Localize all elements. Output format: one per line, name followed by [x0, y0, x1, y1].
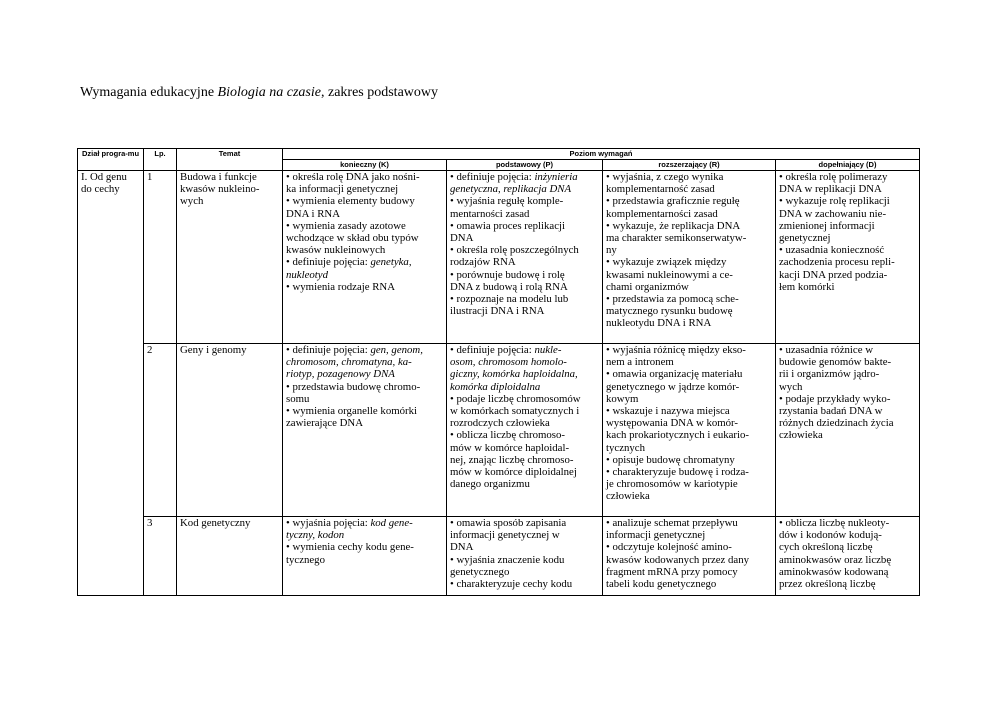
text-segment: • określa rolę poszczególnych [450, 244, 579, 257]
cell-line [450, 269, 599, 281]
text-segment: genetycznego w jądrze komór- [606, 380, 740, 393]
text-segment: kowym [606, 392, 639, 405]
cell-line [606, 578, 772, 590]
level-k-cell [283, 171, 447, 344]
cell-line [450, 368, 599, 380]
level-p-cell [447, 517, 603, 596]
cell-line [606, 566, 772, 578]
cell-line [606, 417, 772, 429]
cell-line [606, 529, 772, 541]
text-segment: • charakteryzuje cechy kodu [450, 578, 573, 591]
term-italic: chromosom, chromatyna, ka- [286, 356, 412, 369]
cell-line [450, 232, 599, 244]
cell-line [450, 466, 599, 478]
cell-line [450, 442, 599, 454]
text-segment: aminokwasów kodowaną [779, 565, 889, 578]
cell-line [779, 256, 916, 268]
header-level-group: Poziom wymagań [283, 149, 920, 160]
cell-line [286, 417, 443, 429]
cell-line [779, 368, 916, 380]
text-segment: nukleotydu DNA i RNA [606, 317, 712, 330]
cell-line [450, 566, 599, 578]
cell-line: kwasów nukleino- [180, 183, 260, 196]
text-segment: • odczytuje kolejność amino- [606, 541, 732, 554]
text-segment: • oblicza liczbę nukleoty- [779, 517, 890, 529]
level-d-cell [776, 344, 920, 517]
text-segment: informacji genetycznej [606, 529, 706, 542]
text-segment: fragment mRNA przy pomocy [606, 565, 738, 578]
cell-line [450, 256, 599, 268]
text-segment: • wyjaśnia pojęcia: [286, 517, 371, 529]
level-r-cell [603, 344, 776, 517]
term-italic: inżynieria [534, 171, 578, 183]
text-segment: • porównuje budowę i rolę [450, 268, 565, 281]
cell-line [606, 381, 772, 393]
term-italic: genetyczna [450, 183, 498, 196]
cell-line [606, 293, 772, 305]
cell-line [450, 429, 599, 441]
section-cell [78, 171, 144, 596]
cell-line [779, 381, 916, 393]
cell-line [286, 344, 443, 356]
text-segment: • definiuje pojęcia: [286, 344, 371, 356]
cell-line [779, 393, 916, 405]
text-segment: kwasów kodowanych przez dany [606, 553, 750, 566]
term-italic: replikacja DNA [503, 183, 572, 196]
text-segment: zachodzenia procesu repli- [779, 256, 895, 269]
cell-line [606, 244, 772, 256]
text-segment: • omawia proces replikacji [450, 219, 566, 232]
cell-line [450, 293, 599, 305]
text-segment: • wyjaśnia, z czego wynika [606, 171, 724, 183]
cell-line [606, 393, 772, 405]
table-row [78, 171, 920, 344]
level-p-cell [447, 344, 603, 517]
term-italic: giczny, komórka haploidalna, [450, 368, 578, 381]
text-segment: kwasami nukleinowymi a ce- [606, 268, 733, 281]
cell-line [779, 417, 916, 429]
title-prefix: Wymagania edukacyjne [80, 85, 218, 100]
cell-line [779, 195, 916, 207]
cell-line [779, 344, 916, 356]
text-segment: budowie genomów bakte- [779, 356, 892, 369]
header-section: Dział progra-mu [78, 149, 144, 171]
text-segment: człowieka [606, 490, 650, 503]
cell-line [606, 220, 772, 232]
title-suffix: , zakres podstawowy [320, 85, 439, 100]
text-segment: DNA w zachowaniu nie- [779, 207, 887, 220]
term-italic: tyczny, kodon [286, 529, 345, 542]
text-segment: aminokwasów oraz liczbę [779, 553, 892, 566]
cell-line [779, 244, 916, 256]
text-segment: • podaje przykłady wyko- [779, 392, 891, 405]
cell-line [450, 529, 599, 541]
cell-line [606, 232, 772, 244]
cell-line [606, 208, 772, 220]
topic-cell [177, 344, 283, 517]
text-segment: tycznego [286, 553, 325, 566]
text-segment: • opisuje budowę chromatyny [606, 453, 735, 466]
text-segment: ny [606, 244, 617, 257]
cell-line [606, 429, 772, 441]
cell-line [606, 442, 772, 454]
cell-line [779, 281, 916, 293]
text-segment: • wymienia zasady azotowe [286, 219, 406, 232]
text-segment: genetycznego [450, 565, 510, 578]
cell-line [779, 183, 916, 195]
cell-line [606, 405, 772, 417]
text-segment: w komórkach somatycznych i [450, 405, 580, 418]
cell-line [779, 405, 916, 417]
term-italic: kod gene- [370, 517, 413, 529]
text-segment: rodzajów RNA [450, 256, 516, 269]
cell-line [606, 454, 772, 466]
text-segment: rii i organizmów jądro- [779, 368, 880, 381]
document-title [80, 85, 438, 101]
text-segment: kwasów nukleinowych [286, 244, 386, 257]
term-italic: gen, genom, [370, 344, 423, 356]
text-segment: DNA [450, 232, 474, 245]
text-segment: • wymienia rodzaje RNA [286, 280, 396, 293]
cell-line [606, 269, 772, 281]
topic-cell [177, 171, 283, 344]
cell-line [779, 541, 916, 553]
cell-line [286, 244, 443, 256]
term-italic: riotyp, pozagenowy DNA [286, 368, 395, 381]
cell-line [286, 405, 443, 417]
cell-line [450, 208, 599, 220]
cell-line [286, 393, 443, 405]
level-r-cell [603, 171, 776, 344]
cell-line [606, 466, 772, 478]
text-segment: mów w komórce haploidal- [450, 441, 570, 454]
cell-line: Geny i genomy [180, 344, 247, 356]
cell-line [286, 356, 443, 368]
level-k-cell [283, 344, 447, 517]
cell-line [450, 393, 599, 405]
lp-cell: 3 [144, 517, 177, 596]
cell-line [286, 232, 443, 244]
lp-cell: 2 [144, 344, 177, 517]
cell-line [779, 220, 916, 232]
text-segment: ilustracji DNA i RNA [450, 305, 545, 318]
title-italic: Biologia na czasie [217, 85, 321, 100]
text-segment: je chromosomów w kariotypie [606, 478, 738, 491]
text-segment: kach prokariotycznych i eukario- [606, 429, 749, 442]
cell-line [779, 529, 916, 541]
cell-line [286, 208, 443, 220]
text-segment: kacji DNA przed podzia- [779, 268, 888, 281]
cell-line [286, 554, 443, 566]
text-segment: , [408, 256, 412, 269]
cell-line [450, 344, 599, 356]
text-segment: danego organizmu [450, 478, 530, 491]
cell-line [450, 454, 599, 466]
cell-line [606, 317, 772, 329]
text-segment: • definiuje pojęcia: [450, 344, 535, 356]
cell-line [450, 517, 599, 529]
text-segment: tabeli kodu genetycznego [606, 578, 717, 591]
lp-cell: 1 [144, 171, 177, 344]
text-segment: • omawia sposób zapisania [450, 517, 567, 529]
section-name-line: do cechy [81, 183, 120, 196]
cell-line [606, 344, 772, 356]
cell-line [606, 195, 772, 207]
cell-line [450, 541, 599, 553]
cell-line [450, 578, 599, 590]
text-segment: chami organizmów [606, 280, 689, 293]
text-segment: , [497, 183, 504, 196]
cell-line: Kod genetyczny [180, 517, 251, 529]
text-segment: • definiuje pojęcia: [450, 171, 535, 183]
cell-line: wych [180, 195, 204, 208]
text-segment: komplementarność zasad [606, 183, 715, 196]
text-segment: wchodzące w skład obu typów [286, 232, 419, 245]
text-segment: wych [779, 380, 803, 393]
cell-line [286, 183, 443, 195]
text-segment: mów w komórce diploidalnej [450, 466, 577, 479]
term-italic: komórka diploidalna [450, 380, 541, 393]
text-segment: • określa rolę DNA jako nośni- [286, 171, 420, 183]
table-row [78, 344, 920, 517]
cell-line [779, 171, 916, 183]
text-segment: DNA i RNA [286, 207, 340, 220]
header-level-d: dopełniający (D) [776, 160, 920, 171]
text-segment: • wymienia elementy budowy [286, 195, 415, 208]
header-level-k: konieczny (K) [283, 160, 447, 171]
cell-line [450, 478, 599, 490]
cell-line [779, 208, 916, 220]
cell-line [606, 171, 772, 183]
level-d-cell [776, 517, 920, 596]
text-segment: • podaje liczbę chromosomów [450, 392, 581, 405]
text-segment: występowania DNA w komór- [606, 417, 739, 430]
level-r-cell [603, 517, 776, 596]
text-segment: genetycznej [779, 232, 831, 245]
text-segment: • przedstawia graficznie regułę [606, 195, 740, 208]
text-segment: nem a intronem [606, 356, 674, 369]
topic-cell [177, 517, 283, 596]
cell-line [606, 281, 772, 293]
cell-line [286, 281, 443, 293]
cell-line [779, 356, 916, 368]
cell-line [286, 517, 443, 529]
cell-line [606, 554, 772, 566]
header-topic: Temat [177, 149, 283, 171]
cell-line [286, 195, 443, 207]
term-italic: nukleotyd [286, 268, 328, 281]
cell-line [286, 368, 443, 380]
text-segment: • omawia organizację materiału [606, 368, 743, 381]
level-k-cell [283, 517, 447, 596]
text-segment: somu [286, 392, 310, 405]
term-italic: genetyka [370, 256, 409, 269]
cell-line [450, 195, 599, 207]
text-segment: ka informacji genetycznej [286, 183, 399, 196]
text-segment: • wykazuje związek między [606, 256, 727, 269]
cell-line [779, 578, 916, 590]
text-segment: zmienionej informacji [779, 219, 875, 232]
text-segment: rzystania badań DNA w [779, 405, 883, 418]
cell-line [286, 529, 443, 541]
header-level-p: podstawowy (P) [447, 160, 603, 171]
cell-line [606, 256, 772, 268]
level-p-cell [447, 171, 603, 344]
cell-line [450, 381, 599, 393]
cell-line [450, 281, 599, 293]
text-segment: • uzasadnia różnice w [779, 344, 874, 356]
text-segment: • przedstawia budowę chromo- [286, 380, 421, 393]
cell-line [450, 417, 599, 429]
text-segment: DNA w replikacji DNA [779, 183, 882, 196]
requirements-table [77, 148, 920, 596]
text-segment: • wyjaśnia znaczenie kodu [450, 553, 565, 566]
header-lp: Lp. [144, 149, 177, 171]
cell-line [779, 554, 916, 566]
text-segment: • określa rolę polimerazy [779, 171, 888, 183]
text-segment: nej, znając liczbę chromoso- [450, 453, 574, 466]
cell-line [779, 232, 916, 244]
text-segment: człowieka [779, 429, 823, 442]
text-segment: mentarności zasad [450, 207, 530, 220]
text-segment: • wymienia cechy kodu gene- [286, 541, 414, 554]
cell-line [450, 305, 599, 317]
header-level-r: rozszerzający (R) [603, 160, 776, 171]
cell-line [779, 566, 916, 578]
text-segment: matycznego rysunku budowę [606, 305, 733, 318]
text-segment: zawierające DNA [286, 417, 364, 430]
cell-line [450, 171, 599, 183]
cell-line [286, 541, 443, 553]
text-segment: • wyjaśnia różnicę między ekso- [606, 344, 746, 356]
text-segment: komplementarności zasad [606, 207, 718, 220]
section-name-line: I. Od genu [81, 171, 127, 183]
cell-line [606, 183, 772, 195]
cell-line [779, 517, 916, 529]
cell-line [606, 517, 772, 529]
text-segment: DNA [450, 541, 474, 554]
text-segment: • uzasadnia konieczność [779, 244, 885, 257]
text-segment: • definiuje pojęcia: [286, 256, 371, 269]
cell-line: Budowa i funkcje [180, 171, 257, 183]
text-segment: ma charakter semikonserwatyw- [606, 232, 747, 245]
cell-line [606, 541, 772, 553]
text-segment: dów i kodonów kodują- [779, 529, 882, 542]
text-segment: • wymienia organelle komórki [286, 405, 418, 418]
text-segment: przez określoną liczbę [779, 578, 876, 591]
cell-line [779, 269, 916, 281]
text-segment: • wykazuje, że replikacja DNA [606, 219, 741, 232]
cell-line [450, 405, 599, 417]
cell-line [286, 269, 443, 281]
text-segment: DNA z budową i rolą RNA [450, 280, 568, 293]
cell-line [606, 368, 772, 380]
term-italic: nukle- [534, 344, 562, 356]
cell-line [450, 554, 599, 566]
table-row [78, 517, 920, 596]
cell-line [606, 490, 772, 502]
cell-line [606, 478, 772, 490]
cell-line [450, 183, 599, 195]
cell-line [450, 220, 599, 232]
cell-line [606, 356, 772, 368]
text-segment: rozrodczych człowieka [450, 417, 550, 430]
text-segment: • analizuje schemat przepływu [606, 517, 738, 529]
text-segment: • charakteryzuje budowę i rodza- [606, 466, 749, 479]
cell-line [450, 244, 599, 256]
text-segment: łem komórki [779, 280, 835, 293]
text-segment: • oblicza liczbę chromoso- [450, 429, 566, 442]
text-segment: • wykazuje rolę replikacji [779, 195, 890, 208]
text-segment: • wskazuje i nazywa miejsca [606, 405, 730, 418]
cell-line [286, 381, 443, 393]
cell-line [779, 429, 916, 441]
text-segment: • przedstawia za pomocą sche- [606, 293, 739, 306]
text-segment: różnych dziedzinach życia [779, 417, 894, 430]
cell-line [286, 220, 443, 232]
text-segment: cych określoną liczbę [779, 541, 873, 554]
cell-line [286, 256, 443, 268]
cell-line [450, 356, 599, 368]
cell-line [606, 305, 772, 317]
level-d-cell [776, 171, 920, 344]
cell-line [286, 171, 443, 183]
term-italic: osom, chromosom homolo- [450, 356, 567, 369]
text-segment: informacji genetycznej w [450, 529, 560, 542]
text-segment: tycznych [606, 441, 645, 454]
text-segment: • wyjaśnia regułę komple- [450, 195, 564, 208]
text-segment: • rozpoznaje na modelu lub [450, 293, 569, 306]
